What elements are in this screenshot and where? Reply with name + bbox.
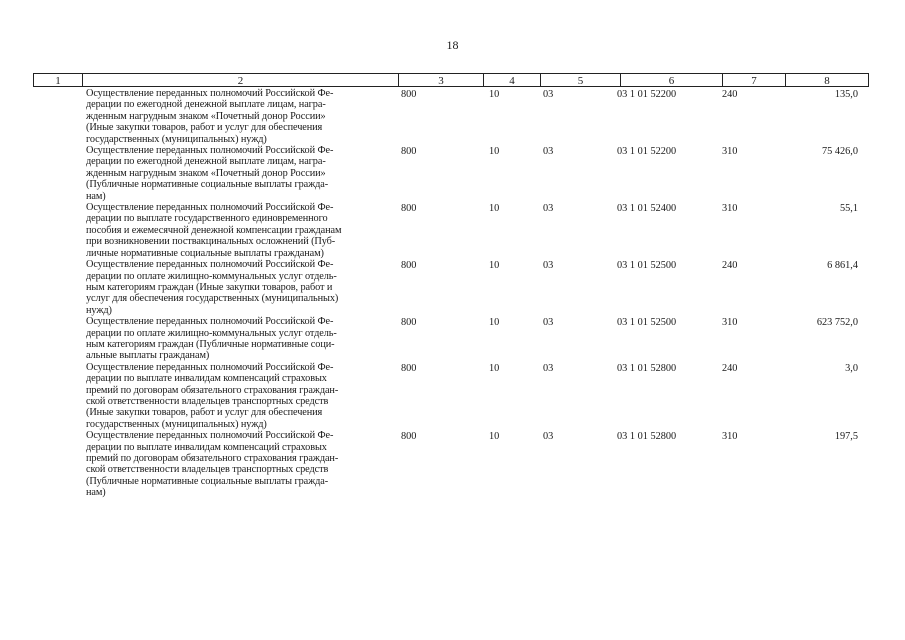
- row-col-7: 240: [722, 362, 738, 374]
- row-col-4: 10: [489, 260, 500, 272]
- row-col-7: 310: [722, 317, 738, 329]
- table-row: [0, 88, 905, 145]
- table-row: [0, 145, 905, 202]
- row-col-8: 6 861,4: [827, 260, 858, 272]
- row-col-4: 10: [489, 431, 500, 443]
- row-col-4: 10: [489, 146, 500, 158]
- row-col-4: 10: [489, 362, 500, 374]
- row-col-8: 75 426,0: [821, 146, 858, 158]
- table-row: [0, 202, 905, 259]
- column-number-8: 8: [785, 74, 869, 86]
- column-number-6: 6: [620, 74, 722, 86]
- row-col-5: 03: [543, 146, 554, 158]
- column-number-1: 1: [33, 74, 82, 86]
- row-col-5: 03: [543, 203, 554, 215]
- table-header-row: [33, 73, 869, 87]
- table-row: [0, 259, 905, 316]
- row-col-3: 800: [401, 431, 417, 443]
- row-col-6: 03 1 01 52400: [617, 203, 677, 215]
- row-description: Осуществление переданных полномочий Российской Фе- дерации по оплате жилищно-коммунальных услуг отдель- ным категориям граждан (Иные закупки товаров, работ и услуг для обеспечения государственных (муниципальных) нужд): [86, 259, 339, 316]
- row-col-7: 310: [722, 146, 738, 158]
- column-number-3: 3: [398, 74, 483, 86]
- column-number-2: 2: [82, 74, 398, 86]
- row-col-8: 3,0: [845, 362, 858, 374]
- row-col-3: 800: [401, 260, 417, 272]
- row-col-3: 800: [401, 317, 417, 329]
- row-description: Осуществление переданных полномочий Российской Фе- дерации по выплате инвалидам компенсаций страховых премий по договорам обязательного страхования граждан- ской ответственности владельцев транспортных средств (Публичные нормативные социальные выплаты гражда- нам): [86, 430, 339, 499]
- row-col-3: 800: [401, 146, 417, 158]
- row-description: Осуществление переданных полномочий Российской Фе- дерации по оплате жилищно-коммунальных услуг отдель- ным категориям граждан (Публичные нормативные соци- альные выплаты гражданам): [86, 316, 337, 362]
- row-description: Осуществление переданных полномочий Российской Фе- дерации по ежегодной денежной выплате лицам, награ- жденным нагрудным знаком «Почетный донор России» (Иные закупки товаров, работ и услуг для обеспечения государственных (муниципальных) нужд): [86, 88, 334, 145]
- row-col-3: 800: [401, 362, 417, 374]
- column-number-4: 4: [483, 74, 540, 86]
- table-row: [0, 316, 905, 362]
- row-col-5: 03: [543, 317, 554, 329]
- row-col-3: 800: [401, 203, 417, 215]
- column-number-7: 7: [722, 74, 785, 86]
- row-col-8: 197,5: [834, 431, 858, 443]
- row-col-4: 10: [489, 89, 500, 100]
- row-col-5: 03: [543, 431, 554, 443]
- row-description: Осуществление переданных полномочий Российской Фе- дерации по выплате инвалидам компенсаций страховых премий по договорам обязательного страхования граждан- ской ответственности владельцев транспортных средств (Иные закупки товаров, работ и услуг для обеспечения государственных (муниципальных) нужд): [86, 361, 339, 430]
- table-row: [0, 430, 905, 498]
- row-col-3: 800: [401, 89, 417, 100]
- row-col-4: 10: [489, 317, 500, 329]
- row-col-7: 310: [722, 203, 738, 215]
- row-col-6: 03 1 01 52500: [617, 260, 677, 272]
- row-col-7: 310: [722, 431, 738, 443]
- column-number-5: 5: [540, 74, 620, 86]
- row-col-8: 55,1: [839, 203, 858, 215]
- row-col-6: 03 1 01 52200: [617, 146, 677, 158]
- row-description: Осуществление переданных полномочий Российской Фе- дерации по выплате государственного единовременного пособия и ежемесячной денежной компенсации гражданам при возникновении поствакцинальных осложнений (Пуб- личные нормативные социальные выплаты гражданам): [86, 202, 342, 259]
- row-col-5: 03: [543, 362, 554, 374]
- row-col-7: 240: [722, 260, 738, 272]
- row-description: Осуществление переданных полномочий Российской Фе- дерации по ежегодной денежной выплате лицам, награ- жденным нагрудным знаком «Почетный донор России» (Публичные нормативные социальные выплаты гражда- нам): [86, 145, 334, 202]
- row-col-7: 240: [722, 89, 738, 100]
- row-col-5: 03: [543, 260, 554, 272]
- row-col-8: 135,0: [834, 89, 858, 100]
- row-col-6: 03 1 01 52800: [617, 431, 677, 443]
- row-col-6: 03 1 01 52500: [617, 317, 677, 329]
- row-col-4: 10: [489, 203, 500, 215]
- row-col-6: 03 1 01 52200: [617, 89, 677, 100]
- row-col-8: 623 752,0: [816, 317, 858, 329]
- table-row: [0, 362, 905, 430]
- row-col-5: 03: [543, 89, 554, 100]
- page-number: 18: [446, 38, 459, 52]
- row-col-6: 03 1 01 52800: [617, 362, 677, 374]
- budget-table-body: [0, 88, 905, 499]
